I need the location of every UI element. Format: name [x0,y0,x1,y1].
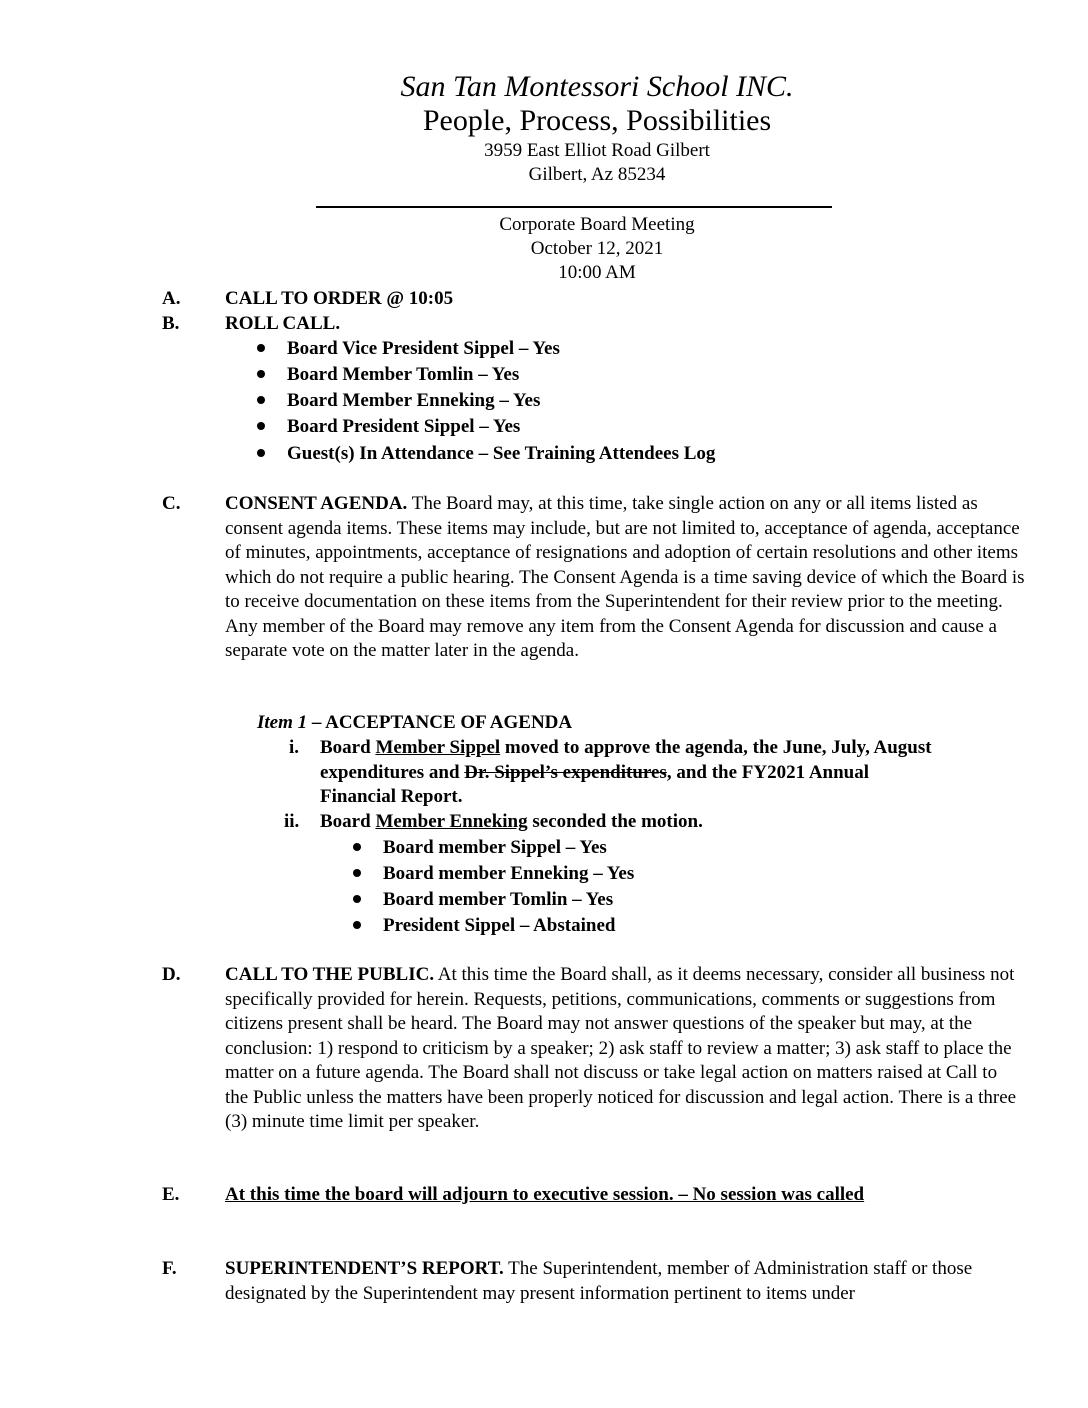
vote-item: President Sippel – Abstained [353,914,615,938]
vote-item: Board member Sippel – Yes [353,836,607,860]
motion-i-line-1: Board Member Sippel moved to approve the agenda, the June, July, August [320,737,932,758]
motion-i-number: i. [289,737,300,758]
section-f-paragraph [225,1257,1005,1306]
section-c-heading: CONSENT AGENDA. [225,493,408,514]
bullet-icon [353,895,361,903]
section-b-letter: B. [162,313,180,334]
meeting-time: 10:00 AM [558,262,636,283]
section-d-body: At this time the Board shall, as it deems necessary, consider all business not specifically provided for herein. Requests, petitions, communications, comments or suggestions from citizens present shall be heard. The Board may not answer questions of the speaker but may, at the conclusion: 1) respond to criticism by a speaker; 2) ask staff to review a matter; 3) ask staff to place the matter on a future agenda. The Board shall not discuss or take legal action on matters raised at Call to the Public unless the matters have been properly noticed for discussion and legal action. There is a three (3) minute time limit per speaker. [225,964,1017,1132]
header-divider [316,206,832,208]
vote-item: Board member Tomlin – Yes [353,888,613,912]
bullet-icon [257,449,265,457]
roll-call-item: Guest(s) In Attendance – See Training Attendees Log [257,442,715,466]
roll-call-item: Board President Sippel – Yes [257,415,520,439]
section-e-heading: At this time the board will adjourn to executive session. – No session was called [225,1184,865,1205]
bullet-icon [353,869,361,877]
bullet-icon [353,843,361,851]
motion-i-line-3: Financial Report. [320,786,463,807]
section-c-letter: C. [162,493,181,514]
motion-i-line-2: expenditures and Dr. Sippel’s expenditures, and the FY2021 Annual [320,762,870,783]
section-a-heading: CALL TO ORDER @ 10:05 [225,288,454,309]
section-e-letter: E. [162,1184,180,1205]
school-tagline: People, Process, Possibilities [422,104,772,137]
section-f-heading: SUPERINTENDENT’S REPORT. [225,1258,504,1279]
section-a-letter: A. [162,288,181,309]
section-f-body: The Superintendent, member of Administration staff or those designated by the Superintendent may present information pertinent to items under [225,1258,973,1304]
school-name: San Tan Montessori School INC. [400,70,794,103]
section-b-heading: ROLL CALL. [225,313,341,334]
address-line-1: 3959 East Elliot Road Gilbert [484,140,710,161]
bullet-icon [257,344,265,352]
motion-ii-line: Board Member Enneking seconded the motion. [320,811,703,832]
roll-call-item: Board Member Tomlin – Yes [257,363,519,387]
struck-text: Dr. Sippel’s expenditures [464,762,667,783]
bullet-icon [257,396,265,404]
bullet-icon [257,422,265,430]
meeting-date: October 12, 2021 [530,238,664,259]
bullet-icon [257,370,265,378]
section-d-letter: D. [162,964,181,985]
address-line-2: Gilbert, Az 85234 [528,164,666,185]
roll-call-item: Board Vice President Sippel – Yes [257,337,560,361]
section-c-body: The Board may, at this time, take single action on any or all items listed as consent agenda items. These items may include, but are not limited to, acceptance of agenda, acceptance of minutes, appointments, acceptance of resignations and adoption of certain resolutions and other items which do not require a public hearing. The Consent Agenda is a time saving device of which the Board is to receive documentation on these items from the Superintendent for their review prior to the meeting. Any member of the Board may remove any item from the Consent Agenda for discussion and cause a separate vote on the matter later in the agenda. [225,493,1025,661]
agenda-item-1: Item 1 – ACCEPTANCE OF AGENDA [257,712,573,733]
bullet-icon [353,921,361,929]
section-c-paragraph [225,492,1025,664]
section-d-paragraph [225,963,1025,1135]
motion-ii-number: ii. [284,811,300,832]
roll-call-item: Board Member Enneking – Yes [257,389,540,413]
section-f-letter: F. [162,1258,177,1279]
vote-item: Board member Enneking – Yes [353,862,634,886]
section-d-heading: CALL TO THE PUBLIC. [225,964,435,985]
meeting-title: Corporate Board Meeting [499,214,695,235]
